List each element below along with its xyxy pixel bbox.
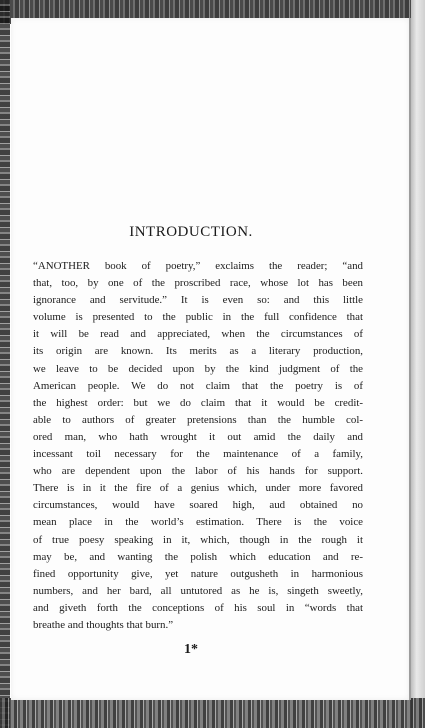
paper-sheet [11,18,411,700]
text-line: There is in it the fire of a genius which, under more favored [33,482,363,495]
text-line: its origin are known. Its merits as a literary production, [33,345,363,358]
text-line: and giveth forth the conceptions of his soul in “words that [33,601,363,614]
text-line: it will be read and appreciated, when the circumstances of [33,328,363,341]
text-line: of true poesy speaking in it, which, though in the rough it [33,533,363,546]
scan-edge-right [411,0,425,728]
text-line: ignorance and servitude.” It is even so: and this little [33,294,363,307]
text-line: we leave to be decided upon by the kind judgment of the [33,362,363,375]
text-line: incessant toil necessary for the maintenance of a family, [33,448,363,461]
page-number: 1* [184,642,198,657]
text-line: the highest order: but we do claim that it would be credit- [33,396,363,409]
text-line: ored man, who hath wrought it out amid the daily and [33,430,363,443]
scan-edge-left [0,0,10,728]
text-line: American people. We do not claim that the poetry is of [33,379,363,392]
text-line: fined opportunity give, yet nature outgusheth in harmonious [33,567,363,580]
text-line: able to authors of greater pretensions than the humble col- [33,413,363,426]
scan-edge-bottom [0,698,425,728]
page-heading: INTRODUCTION. [129,224,253,240]
introduction-text [33,258,363,634]
text-line: numbers, and her bard, all untutored as he is, singeth sweetly, [33,584,363,597]
text-line: may be, and wanting the polish which education and re- [33,550,363,563]
text-line: volume is presented to the public in the full confidence that [33,311,363,324]
text-line: that, too, by one of the proscribed race, whose lot has been [33,277,363,290]
text-line: breathe and thoughts that burn.” [33,618,174,631]
text-line: who are dependent upon the labor of his hands for support. [33,465,363,478]
text-line: circumstances, would have soared high, aud obtained no [33,499,363,512]
text-line: mean place in the world’s estimation. There is the voice [33,516,363,529]
text-line: “ANOTHER book of poetry,” exclaims the reader; “and [33,260,363,272]
